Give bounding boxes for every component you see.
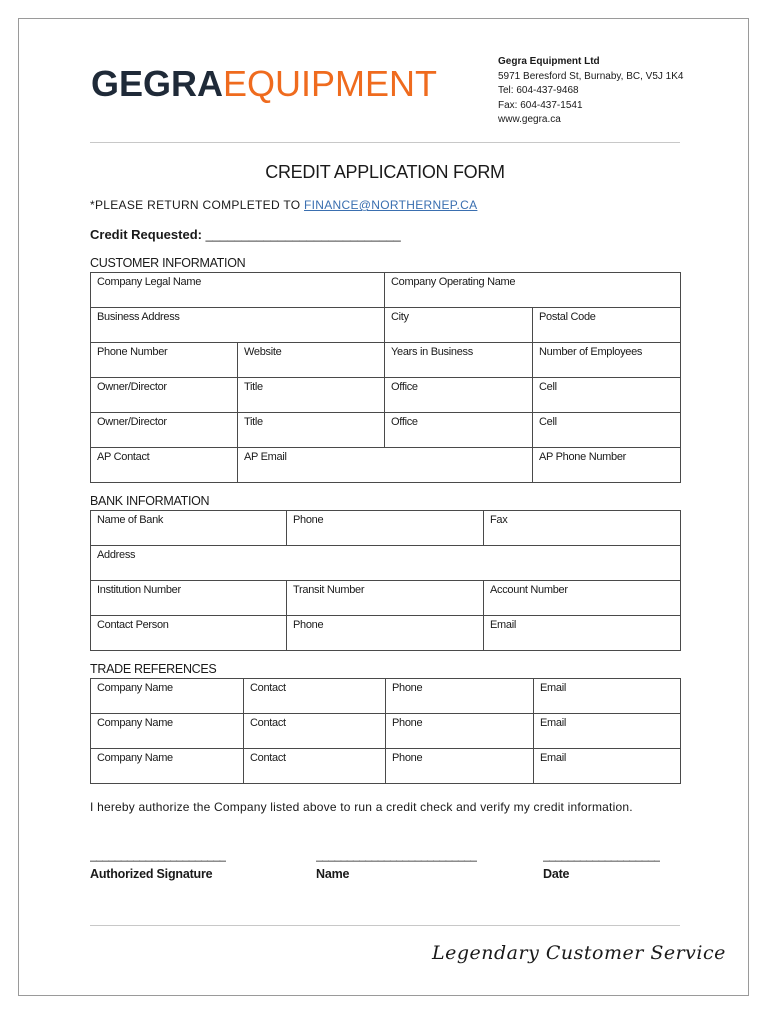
bank-contact-person-field[interactable]: Contact Person: [91, 616, 287, 651]
trade-references-table: [90, 678, 681, 784]
bank-address-field[interactable]: Address: [91, 546, 681, 581]
bank-contact-phone-field[interactable]: Phone: [287, 616, 484, 651]
customer-info-table: [90, 272, 681, 483]
company-address: 5971 Beresford St, Burnaby, BC, V5J 1K4: [498, 70, 684, 82]
company-logo: [91, 64, 437, 104]
phone-number-field[interactable]: Phone Number: [91, 343, 238, 378]
title-field-1[interactable]: Title: [238, 378, 385, 413]
ap-email-field[interactable]: AP Email: [238, 448, 533, 483]
ap-phone-number-field[interactable]: AP Phone Number: [533, 448, 681, 483]
transit-number-field[interactable]: Transit Number: [287, 581, 484, 616]
company-website: www.gegra.ca: [498, 114, 561, 125]
trade-company-name-field[interactable]: Company Name: [91, 714, 244, 749]
trade-company-name-field[interactable]: Company Name: [91, 679, 244, 714]
name-label: Name: [316, 867, 350, 881]
company-legal-name-field[interactable]: Company Legal Name: [91, 273, 385, 308]
website-field[interactable]: Website: [238, 343, 385, 378]
footer-divider: [90, 925, 680, 926]
trade-email-field[interactable]: Email: [534, 749, 681, 784]
office-field-2[interactable]: Office: [385, 413, 533, 448]
finance-email-link[interactable]: FINANCE@NORTHERNEP.CA: [304, 198, 478, 212]
title-field-2[interactable]: Title: [238, 413, 385, 448]
signature-line[interactable]: ______________________: [90, 848, 226, 862]
institution-number-field[interactable]: Institution Number: [91, 581, 287, 616]
number-of-employees-field[interactable]: Number of Employees: [533, 343, 681, 378]
trade-contact-field[interactable]: Contact: [244, 679, 386, 714]
form-title: CREDIT APPLICATION FORM: [265, 162, 505, 182]
company-operating-name-field[interactable]: Company Operating Name: [385, 273, 681, 308]
credit-requested: [90, 227, 401, 242]
trade-contact-field[interactable]: Contact: [244, 714, 386, 749]
bank-fax-field[interactable]: Fax: [484, 511, 681, 546]
trade-phone-field[interactable]: Phone: [386, 714, 534, 749]
trade-references-heading: TRADE REFERENCES: [90, 662, 217, 676]
bank-phone-field[interactable]: Phone: [287, 511, 484, 546]
ap-contact-field[interactable]: AP Contact: [91, 448, 238, 483]
trade-reference-row: [91, 749, 681, 784]
business-address-field[interactable]: Business Address: [91, 308, 385, 343]
credit-requested-field[interactable]: ___________________________: [201, 227, 401, 242]
trade-phone-field[interactable]: Phone: [386, 679, 534, 714]
trade-reference-row: [91, 714, 681, 749]
date-label: Date: [543, 867, 570, 881]
trade-contact-field[interactable]: Contact: [244, 749, 386, 784]
years-in-business-field[interactable]: Years in Business: [385, 343, 533, 378]
trade-company-name-field[interactable]: Company Name: [91, 749, 244, 784]
company-name: Gegra Equipment Ltd: [498, 56, 600, 67]
cell-field-1[interactable]: Cell: [533, 378, 681, 413]
logo-text-equipment: EQUIPMENT: [223, 63, 438, 104]
trade-phone-field[interactable]: Phone: [386, 749, 534, 784]
date-line[interactable]: ___________________: [543, 848, 661, 862]
owner-director-field-2[interactable]: Owner/Director: [91, 413, 238, 448]
bank-name-field[interactable]: Name of Bank: [91, 511, 287, 546]
logo-text-gegra: GEGRA: [91, 63, 224, 104]
trade-email-field[interactable]: Email: [534, 714, 681, 749]
customer-info-heading: CUSTOMER INFORMATION: [90, 256, 246, 270]
return-note-text: *PLEASE RETURN COMPLETED TO: [90, 198, 305, 212]
trade-reference-row: [91, 679, 681, 714]
authorization-statement: I hereby authorize the Company listed above to run a credit check and verify my credit information.: [90, 800, 633, 814]
city-field[interactable]: City: [385, 308, 533, 343]
cell-field-2[interactable]: Cell: [533, 413, 681, 448]
company-tel: Tel: 604-437-9468: [498, 85, 579, 96]
tagline: Legendary Customer Service: [432, 942, 726, 964]
owner-director-field-1[interactable]: Owner/Director: [91, 378, 238, 413]
credit-requested-label: Credit Requested:: [90, 227, 202, 242]
bank-info-heading: BANK INFORMATION: [90, 494, 210, 508]
postal-code-field[interactable]: Postal Code: [533, 308, 681, 343]
company-contact-block: [498, 55, 683, 128]
bank-contact-email-field[interactable]: Email: [484, 616, 681, 651]
authorized-signature-label: Authorized Signature: [90, 867, 213, 881]
name-line[interactable]: __________________________: [316, 848, 477, 862]
bank-info-table: [90, 510, 681, 651]
return-note: [90, 198, 477, 212]
header-divider: [90, 142, 680, 143]
account-number-field[interactable]: Account Number: [484, 581, 681, 616]
office-field-1[interactable]: Office: [385, 378, 533, 413]
trade-email-field[interactable]: Email: [534, 679, 681, 714]
company-fax: Fax: 604-437-1541: [498, 99, 583, 111]
